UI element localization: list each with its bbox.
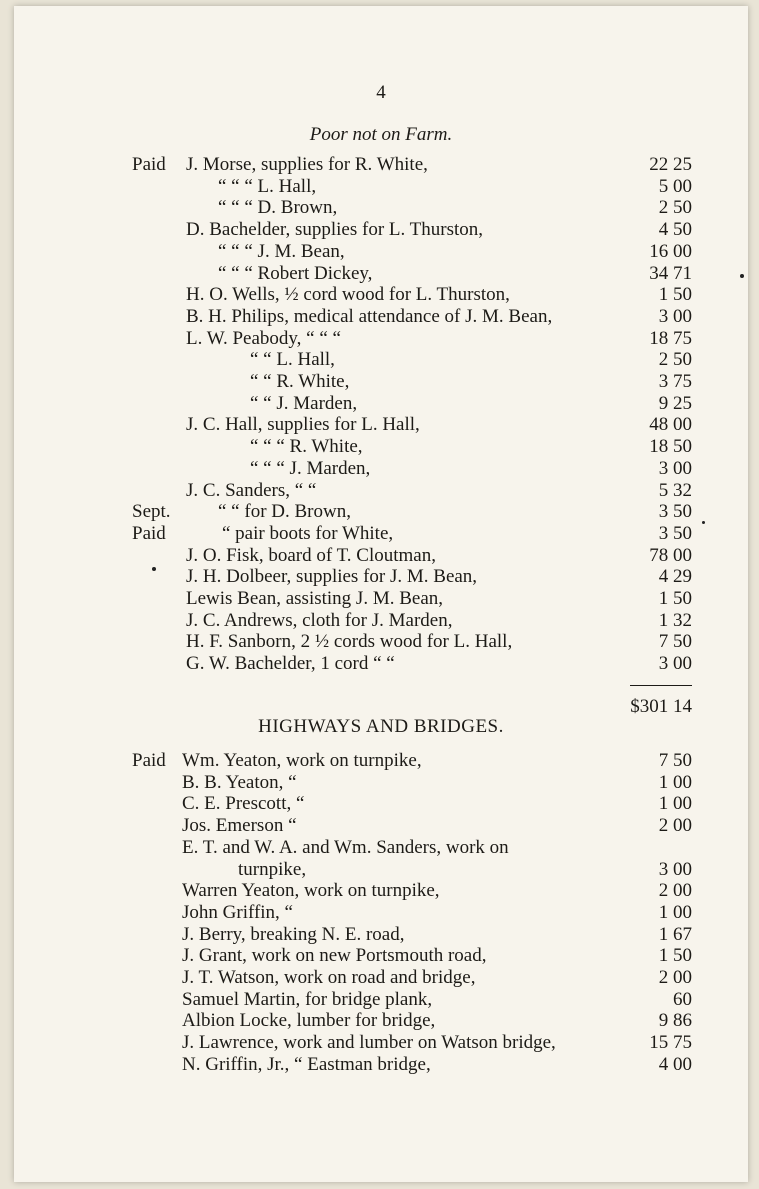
entry-amount: 1 67: [658, 923, 692, 945]
entry-amount: 1 00: [658, 771, 692, 793]
poor-total: $301 14: [630, 696, 692, 717]
entry-amount: 9 86: [658, 1010, 692, 1032]
highway-row: [14, 793, 748, 815]
entry-amount: 2 00: [658, 880, 692, 902]
highway-row: [14, 750, 748, 772]
entry-text: “ “ “ D. Brown,: [218, 197, 338, 219]
entry-text: “ “ “ L. Hall,: [218, 175, 317, 197]
entry-amount: 7 50: [658, 750, 692, 771]
entry-amount: 16 00: [649, 240, 692, 262]
section-title-poor: Poor not on Farm.: [309, 124, 453, 145]
entry-text: B. B. Yeaton, “: [182, 771, 297, 793]
entry-text: J. Grant, work on new Portsmouth road,: [182, 945, 487, 967]
highway-row: [14, 1032, 748, 1054]
poor-row: [14, 588, 748, 610]
highway-row: [14, 945, 748, 967]
entry-text: E. T. and W. A. and Wm. Sanders, work on: [182, 836, 509, 858]
poor-row: [14, 436, 748, 458]
entry-text: C. E. Prescott, “: [182, 793, 305, 815]
entry-amount: 18 50: [649, 436, 692, 458]
entry-text: J. H. Dolbeer, supplies for J. M. Bean,: [186, 566, 478, 588]
entry-text: J. Berry, breaking N. E. road,: [182, 923, 405, 945]
ink-speck: [702, 521, 705, 524]
highway-row: [14, 837, 748, 859]
entry-amount: 5 00: [658, 175, 692, 197]
entry-text: Jos. Emerson “: [182, 815, 297, 837]
entry-amount: 4 00: [658, 1053, 692, 1075]
entry-text: Albion Locke, lumber for bridge,: [182, 1010, 436, 1032]
entry-text: “ “ “ Robert Dickey,: [218, 262, 373, 284]
entry-text: “ “ “ J. Marden,: [250, 457, 371, 479]
entry-amount: 9 25: [658, 392, 692, 414]
entry-amount: 1 50: [658, 284, 692, 306]
entry-prefix: Paid: [132, 154, 166, 175]
entry-amount: 1 50: [658, 945, 692, 967]
entry-amount: 34 71: [649, 262, 692, 284]
entry-amount: 7 50: [658, 631, 692, 653]
entry-amount: 3 00: [658, 858, 692, 880]
entry-amount: 78 00: [649, 544, 692, 566]
poor-row: [14, 197, 748, 219]
entry-amount: 3 75: [658, 371, 692, 392]
poor-row: [14, 154, 748, 176]
entry-amount: 1 50: [658, 588, 692, 609]
ink-speck: [152, 567, 156, 571]
highway-row: [14, 772, 748, 794]
entry-prefix: Paid: [132, 750, 166, 771]
entry-text: L. W. Peabody, “ “ “: [186, 327, 341, 349]
entry-amount: 2 00: [658, 967, 692, 988]
entry-text: J. C. Andrews, cloth for J. Marden,: [186, 609, 453, 631]
document-page: [14, 6, 748, 1182]
highway-row: [14, 967, 748, 989]
entry-text: John Griffin, “: [182, 901, 293, 923]
poor-row: [14, 631, 748, 653]
entry-text: “ “ “ J. M. Bean,: [218, 240, 345, 262]
entry-prefix: Sept.: [132, 501, 171, 523]
poor-row: [14, 328, 748, 350]
entry-amount: 2 00: [658, 815, 692, 837]
entry-text: “ “ J. Marden,: [250, 392, 358, 414]
highway-row: [14, 1054, 748, 1076]
entry-text: Wm. Yeaton, work on turnpike,: [182, 750, 422, 771]
entry-amount: 3 00: [658, 457, 692, 479]
poor-row: [14, 610, 748, 632]
entry-amount: 18 75: [649, 327, 692, 349]
poor-row: [14, 263, 748, 285]
entry-text: J. Morse, supplies for R. White,: [186, 154, 428, 175]
entry-amount: 15 75: [649, 1032, 692, 1054]
poor-row: [14, 458, 748, 480]
poor-row: [14, 566, 748, 588]
poor-row: [14, 176, 748, 198]
poor-row: [14, 414, 748, 436]
poor-row: [14, 241, 748, 263]
entry-text: “ “ L. Hall,: [250, 349, 335, 371]
entry-amount: 3 50: [658, 501, 692, 523]
entry-text: J. C. Sanders, “ “: [186, 479, 317, 501]
ink-speck: [740, 274, 744, 278]
entry-text: N. Griffin, Jr., “ Eastman bridge,: [182, 1053, 431, 1075]
entry-amount: 5 32: [658, 479, 692, 501]
entry-text: H. F. Sanborn, 2 ½ cords wood for L. Hall,: [186, 631, 513, 653]
poor-row: [14, 306, 748, 328]
poor-row: [14, 523, 748, 545]
entry-amount: 48 00: [649, 414, 692, 436]
entry-text: J. Lawrence, work and lumber on Watson bridge,: [182, 1032, 556, 1054]
poor-row: [14, 545, 748, 567]
entry-amount: 4 50: [658, 219, 692, 241]
entry-text: Warren Yeaton, work on turnpike,: [182, 880, 440, 902]
poor-row: [14, 349, 748, 371]
entry-amount: 4 29: [658, 566, 692, 588]
entry-text: H. O. Wells, ½ cord wood for L. Thurston,: [186, 284, 510, 306]
entry-text: turnpike,: [238, 858, 307, 880]
entry-text: J. O. Fisk, board of T. Cloutman,: [186, 544, 436, 566]
entry-amount: 3 50: [658, 522, 692, 544]
highway-row: [14, 902, 748, 924]
poor-row: [14, 653, 748, 675]
entry-amount: 3 00: [658, 305, 692, 327]
entry-text: “ “ R. White,: [250, 371, 350, 392]
highway-row: [14, 859, 748, 881]
entry-text: “ pair boots for White,: [222, 522, 394, 544]
highway-row: [14, 815, 748, 837]
entry-text: J. C. Hall, supplies for L. Hall,: [186, 414, 420, 436]
entry-amount: 22 25: [649, 154, 692, 175]
poor-row: [14, 371, 748, 393]
section-title-highways: HIGHWAYS AND BRIDGES.: [258, 716, 504, 737]
poor-row: [14, 219, 748, 241]
entry-amount: 1 32: [658, 609, 692, 631]
poor-row: [14, 501, 748, 523]
entry-text: D. Bachelder, supplies for L. Thurston,: [186, 219, 484, 241]
entry-amount: 1 00: [658, 901, 692, 923]
entry-text: “ “ “ R. White,: [250, 436, 363, 458]
poor-row: [14, 284, 748, 306]
total-rule: [630, 685, 692, 686]
entry-prefix: Paid: [132, 522, 166, 544]
entry-amount: 60: [673, 988, 692, 1010]
highway-row: [14, 880, 748, 902]
poor-row: [14, 393, 748, 415]
entry-text: B. H. Philips, medical attendance of J. M. Bean,: [186, 305, 553, 327]
entry-text: J. T. Watson, work on road and bridge,: [182, 967, 476, 988]
entry-amount: 1 00: [658, 793, 692, 815]
poor-total-row: [14, 696, 748, 718]
entry-amount: 2 50: [658, 197, 692, 219]
entry-amount: 2 50: [658, 349, 692, 371]
highway-row: [14, 1010, 748, 1032]
entry-text: Lewis Bean, assisting J. M. Bean,: [186, 588, 444, 609]
highway-row: [14, 989, 748, 1011]
highway-row: [14, 924, 748, 946]
entry-text: “ “ for D. Brown,: [218, 501, 351, 523]
poor-row: [14, 480, 748, 502]
entry-text: G. W. Bachelder, 1 cord “ “: [186, 653, 395, 675]
entry-amount: 3 00: [658, 653, 692, 675]
page-number: 4: [376, 82, 386, 103]
entry-text: Samuel Martin, for bridge plank,: [182, 988, 433, 1010]
